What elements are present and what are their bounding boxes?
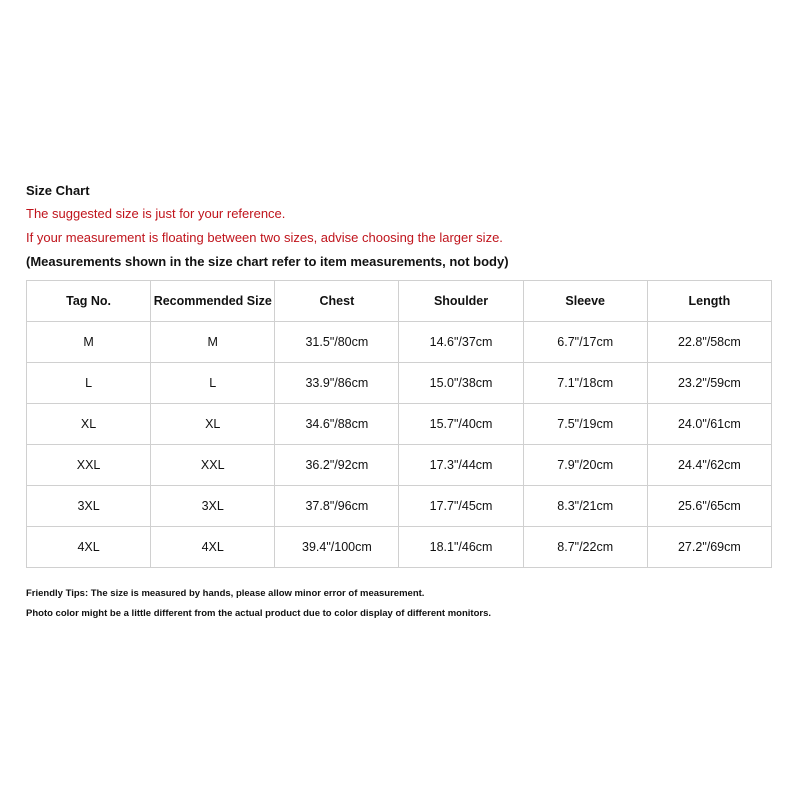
cell-shoulder: 15.0"/38cm (399, 363, 523, 404)
cell-sleeve: 7.1"/18cm (523, 363, 647, 404)
cell-sleeve: 8.3"/21cm (523, 486, 647, 527)
cell-sleeve: 6.7"/17cm (523, 322, 647, 363)
cell-length: 22.8"/58cm (647, 322, 771, 363)
page-title: Size Chart (26, 183, 90, 198)
table-row (27, 527, 772, 568)
table-row (27, 486, 772, 527)
cell-recommended-size: XL (151, 404, 275, 445)
measurement-tip: Friendly Tips: The size is measured by hands, please allow minor error of measurement. (26, 588, 425, 599)
color-tip: Photo color might be a little different from the actual product due to color display of different monitors. (26, 608, 491, 619)
cell-chest: 34.6"/88cm (275, 404, 399, 445)
table-header-row (27, 281, 772, 322)
header-sleeve: Sleeve (523, 281, 647, 322)
size-chart-section (26, 180, 772, 624)
cell-length: 25.6"/65cm (647, 486, 771, 527)
cell-chest: 39.4"/100cm (275, 527, 399, 568)
cell-recommended-size: M (151, 322, 275, 363)
table-row (27, 445, 772, 486)
cell-chest: 31.5"/80cm (275, 322, 399, 363)
cell-recommended-size: XXL (151, 445, 275, 486)
header-chest: Chest (275, 281, 399, 322)
cell-recommended-size: L (151, 363, 275, 404)
cell-tag-no: L (27, 363, 151, 404)
cell-length: 24.0"/61cm (647, 404, 771, 445)
cell-shoulder: 17.7"/45cm (399, 486, 523, 527)
cell-recommended-size: 4XL (151, 527, 275, 568)
measurement-disclaimer: (Measurements shown in the size chart refer to item measurements, not body) (26, 254, 509, 269)
cell-tag-no: 4XL (27, 527, 151, 568)
header-tag-no: Tag No. (27, 281, 151, 322)
cell-sleeve: 8.7"/22cm (523, 527, 647, 568)
size-table (26, 280, 772, 568)
cell-length: 27.2"/69cm (647, 527, 771, 568)
cell-shoulder: 15.7"/40cm (399, 404, 523, 445)
reference-note: The suggested size is just for your reference. (26, 206, 286, 221)
cell-shoulder: 18.1"/46cm (399, 527, 523, 568)
table-row (27, 363, 772, 404)
friendly-tips (26, 584, 772, 624)
larger-size-advice: If your measurement is floating between two sizes, advise choosing the larger size. (26, 230, 503, 245)
cell-shoulder: 17.3"/44cm (399, 445, 523, 486)
header-length: Length (647, 281, 771, 322)
cell-tag-no: XL (27, 404, 151, 445)
cell-sleeve: 7.5"/19cm (523, 404, 647, 445)
cell-chest: 36.2"/92cm (275, 445, 399, 486)
cell-chest: 33.9"/86cm (275, 363, 399, 404)
cell-length: 23.2"/59cm (647, 363, 771, 404)
cell-tag-no: XXL (27, 445, 151, 486)
cell-length: 24.4"/62cm (647, 445, 771, 486)
header-shoulder: Shoulder (399, 281, 523, 322)
cell-shoulder: 14.6"/37cm (399, 322, 523, 363)
header-recommended-size: Recommended Size (151, 281, 275, 322)
cell-recommended-size: 3XL (151, 486, 275, 527)
cell-tag-no: M (27, 322, 151, 363)
table-row (27, 404, 772, 445)
table-row (27, 322, 772, 363)
cell-tag-no: 3XL (27, 486, 151, 527)
cell-chest: 37.8"/96cm (275, 486, 399, 527)
cell-sleeve: 7.9"/20cm (523, 445, 647, 486)
